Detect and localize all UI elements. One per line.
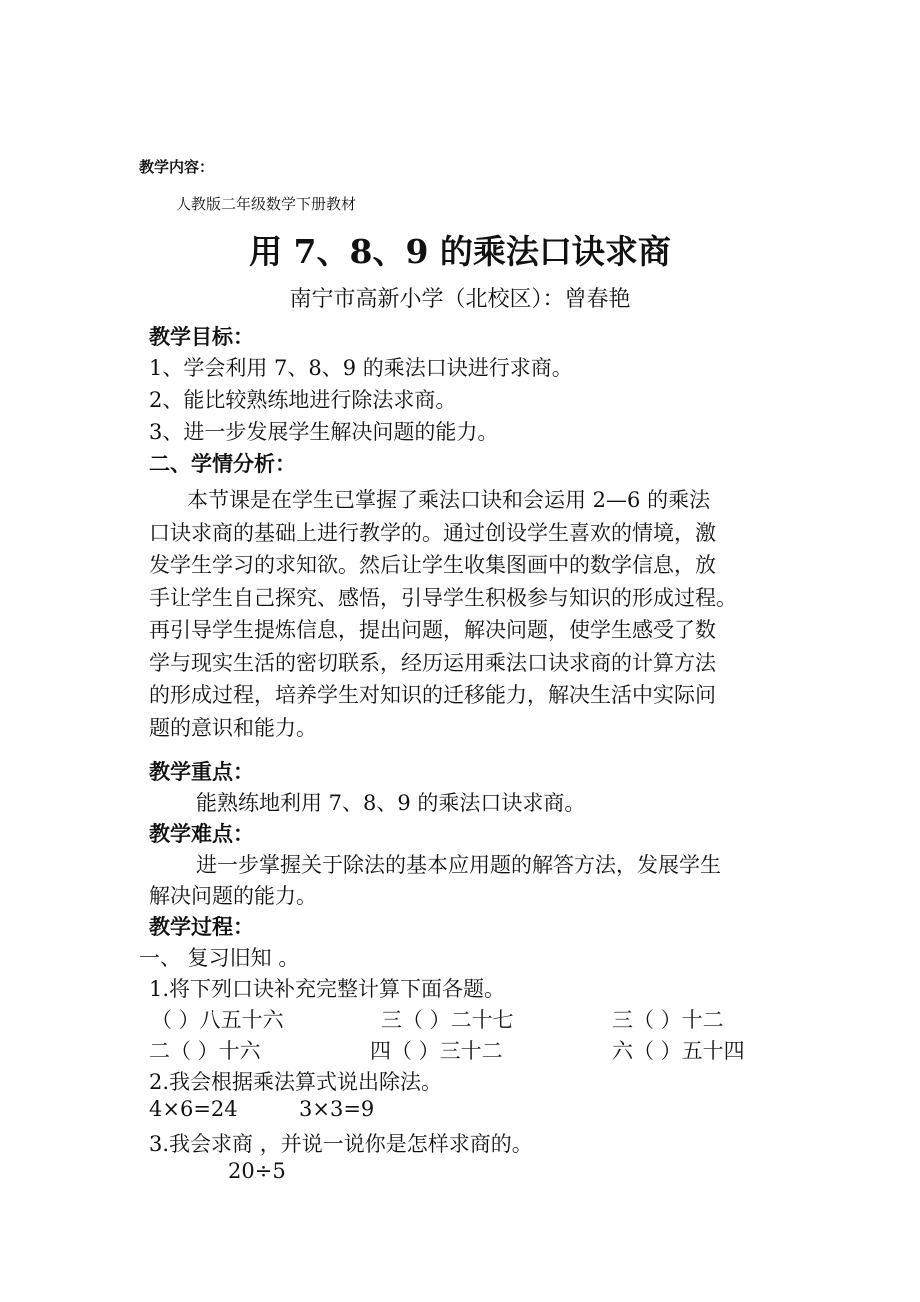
fill-blank-item: （ ）八五十六 — [151, 1008, 284, 1032]
difficulty-heading: 教学难点： — [149, 821, 254, 846]
task-2: 2.我会根据乘法算式说出除法。 — [149, 1070, 443, 1094]
process-heading: 教学过程： — [149, 914, 254, 939]
analysis-line: 的形成过程，培养学生对知识的迁移能力，解决生活中实际问 — [149, 683, 716, 707]
fill-blank-item: 六（ ）五十四 — [612, 1039, 745, 1063]
analysis-line: 手让学生自己探究、感悟，引导学生积极参与知识的形成过程。 — [149, 585, 737, 610]
analysis-line: 再引导学生提炼信息，提出问题，解决问题，使学生感受了数 — [149, 618, 716, 642]
content-label: 教学内容： — [139, 158, 215, 176]
division-problem: 20÷5 — [228, 1159, 286, 1183]
difficulty-line-2: 解决问题的能力。 — [149, 884, 317, 908]
analysis-line: 口诀求商的基础上进行教学的。通过创设学生喜欢的情境，激 — [149, 520, 716, 545]
goal-item-3: 3、进一步发展学生解决问题的能力。 — [149, 420, 499, 444]
task-3: 3.我会求商 ，并说一说你是怎样求商的。 — [149, 1132, 533, 1156]
analysis-line: 题的意识和能力。 — [149, 715, 317, 740]
equation-1: 4×6=24 — [149, 1097, 238, 1121]
fill-blank-item: 三（ ）十二 — [612, 1008, 724, 1032]
task-1: 1.将下列口诀补充完整计算下面各题。 — [149, 977, 506, 1001]
textbook-line: 人教版二年级数学下册教材 — [176, 195, 357, 213]
author-line: 南宁市高新小学（北校区）：曾春艳 — [289, 287, 631, 312]
goals-heading: 教学目标： — [149, 324, 254, 349]
fill-blank-item: 三（ ）二十七 — [381, 1008, 514, 1032]
document-title: 用 7、8、9 的乘法口诀求商 — [249, 232, 671, 271]
goal-item-1: 1、学会利用 7、8、9 的乘法口诀进行求商。 — [149, 356, 573, 380]
fill-blank-item: 四（ ）三十二 — [370, 1039, 503, 1063]
key-point-heading: 教学重点： — [149, 759, 254, 784]
analysis-paragraph — [149, 484, 789, 744]
section-review: 一、 复习旧知 。 — [139, 946, 300, 970]
analysis-line: 发学生学习的求知欲。然后让学生收集图画中的数学信息，放 — [149, 553, 716, 577]
difficulty-line-1: 进一步掌握关于除法的基本应用题的解答方法，发展学生 — [196, 853, 721, 877]
analysis-line: 学与现实生活的密切联系，经历运用乘法口诀求商的计算方法 — [149, 650, 716, 675]
analysis-heading: 二、学情分析： — [149, 451, 296, 476]
analysis-line: 本节课是在学生已掌握了乘法口诀和会运用 2—6 的乘法 — [187, 488, 711, 512]
fill-blank-item: 二（ ）十六 — [149, 1039, 261, 1063]
key-point-text: 能熟练地利用 7、8、9 的乘法口诀求商。 — [196, 791, 586, 815]
goal-item-2: 2、能比较熟练地进行除法求商。 — [149, 388, 457, 412]
equation-2: 3×3=9 — [299, 1097, 375, 1121]
